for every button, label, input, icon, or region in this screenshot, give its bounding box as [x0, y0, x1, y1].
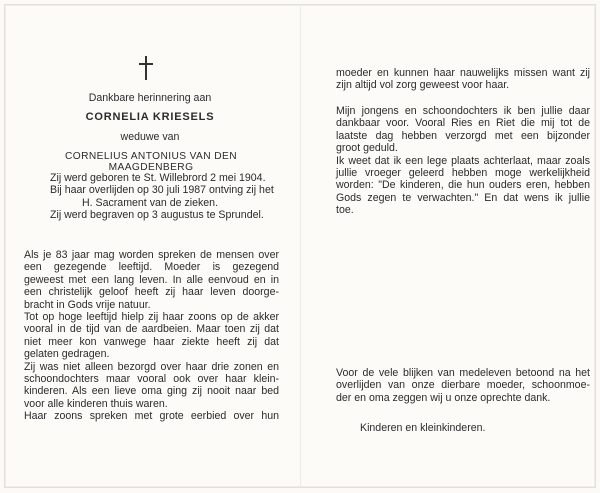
husband-name: CORNELIUS ANTONIUS VAN DEN MAAGDENBERG: [65, 151, 237, 173]
body-line: bracht in Gods vrije natuur.: [24, 298, 151, 311]
bio-line: H. Sacrament van de zieken.: [81, 196, 219, 209]
body-line: laatste dag hebben verzorgd met een bijzonder: [336, 129, 590, 142]
body-line: gelaten gedragen.: [24, 348, 110, 361]
body-line: moeder en kunnen haar nauwelijks missen want zij: [336, 67, 590, 79]
thanks-text: [336, 367, 590, 404]
left-body-text: [24, 249, 279, 423]
body-line: geweest met een lang leven. In alle eenvoud en in: [24, 273, 279, 286]
body-line: niet meer kon vanwege haar ziekte heeft zij dat: [24, 335, 279, 348]
intro-text: Dankbare herinnering aan: [88, 92, 212, 104]
body-line: kinderen. Als een lieve oma ging zij nooit naar bed: [24, 385, 279, 398]
body-line: Mijn jongens en schoondochters ik ben jullie daar: [336, 105, 590, 117]
body-line: schoondochters maar vooral ook over haar klein-: [24, 373, 279, 386]
body-line: toe.: [336, 204, 354, 217]
widow-text: weduwe van: [120, 131, 180, 143]
signature: Kinderen en kleinkinderen.: [360, 422, 486, 434]
body-line: Tot op hoge leeftijd hielp zij haar zoons op de akker: [24, 311, 279, 324]
body-line: een gezegende leeftijd. Moeder is gezegend: [24, 261, 279, 274]
bio-line: Zij werd geboren te St. Willebrord 2 mei 1904.: [50, 172, 266, 184]
body-line: worden: "De kinderen, die hun ouders eren, hebben: [336, 179, 590, 192]
deceased-name: CORNELIA KRIESELS: [85, 111, 215, 123]
body-line: Als je 83 jaar mag worden spreken de mensen over: [24, 249, 279, 261]
cross-icon: [139, 56, 153, 80]
body-line: Zij was niet alleen bezorgd over haar drie zonen en: [24, 360, 279, 373]
body-line: Voor de vele blijken van medeleven betoond na het: [336, 367, 590, 379]
body-line: jullie vroeger geleerd hebben moge werkelijkheid: [336, 167, 590, 180]
bio-line: Bij haar overlijden op 30 juli 1987 ontving zij het: [50, 184, 274, 197]
body-line: vooral in de tijd van de aardbeien. Maar toen zij dat: [24, 323, 279, 336]
body-line: groot geduld.: [336, 142, 398, 155]
body-line: dankbaar voor. Vooral Ries en Riet die mij tot de: [336, 117, 590, 130]
body-line: Haar zoons spreken met grote eerbied over hun: [24, 410, 279, 423]
biography: [50, 172, 274, 222]
bio-line: Zij werd begraven op 3 augustus te Sprundel.: [50, 209, 264, 222]
right-top-text: [336, 67, 590, 92]
body-line: een christelijk geloof heeft zij haar leven doorge-: [24, 286, 279, 299]
body-line: Ik weet dat ik een lege plaats achterlaat, maar zoals: [336, 154, 590, 167]
card-fold: [300, 4, 301, 486]
body-line: overlijden van onze dierbare moeder, schoonmoe-: [336, 379, 590, 392]
body-line: voor alle kinderen thuis waren.: [24, 397, 168, 410]
right-message-text: [336, 105, 590, 217]
body-line: der en oma zeggen wij u onze oprechte dank.: [336, 391, 551, 404]
body-line: zijn altijd vol zorg geweest voor haar.: [336, 79, 510, 92]
body-line: Gods zegen te verwachten." En dat wens ik jullie: [336, 191, 590, 204]
